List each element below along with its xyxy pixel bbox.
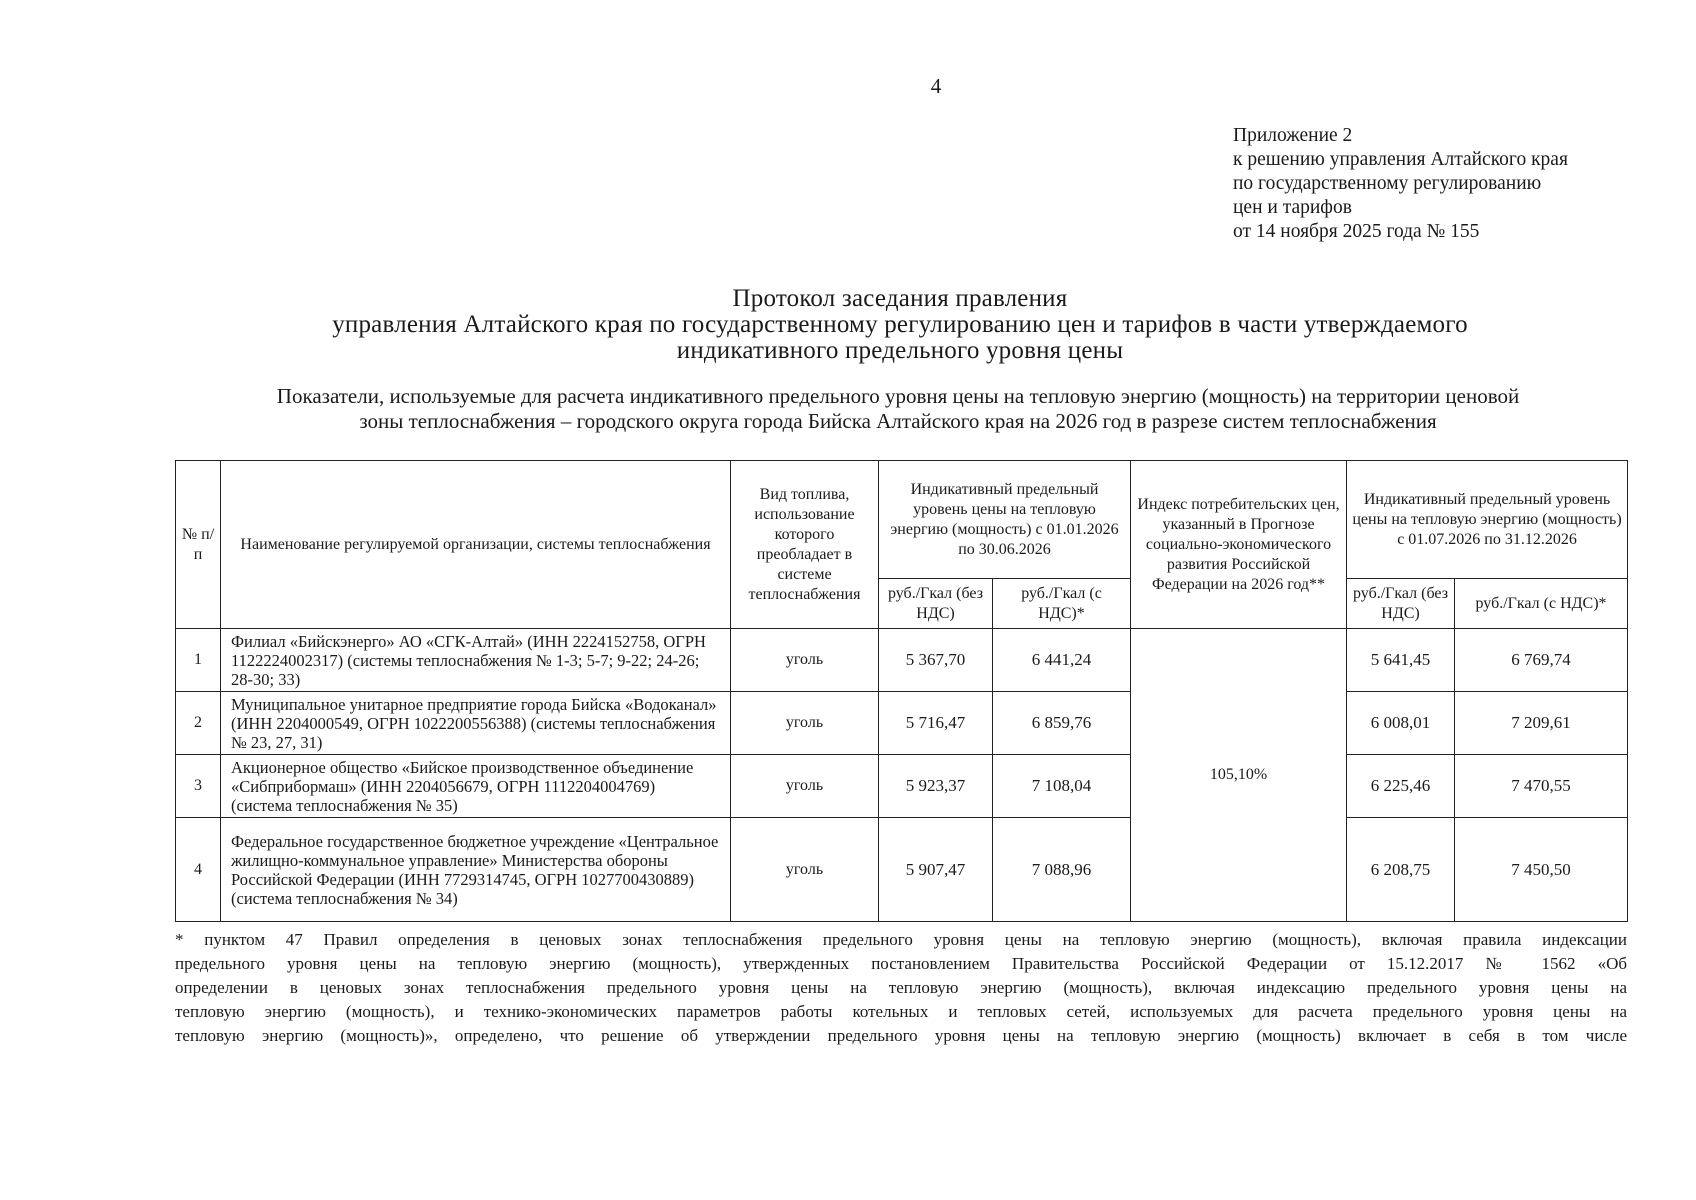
row-organization: Муниципальное унитарное предприятие города Бийска «Водоканал» (ИНН 2204000549, ОГРН 1022200556388) (системы теплоснабжения № 23, 27, 31) <box>221 692 731 755</box>
price-table <box>175 460 1628 922</box>
row-p2-no-vat: 6 208,75 <box>1347 818 1455 922</box>
header-period-1: Индикативный предельный уровень цены на тепловую энергию (мощность) с 01.01.2026 по 30.06.2026 <box>879 461 1131 579</box>
row-num: 2 <box>176 692 221 755</box>
appendix-line: от 14 ноября 2025 года № 155 <box>1233 221 1480 242</box>
row-p1-no-vat: 5 716,47 <box>879 692 993 755</box>
header-p2-with-vat: руб./Гкал (с НДС)* <box>1455 579 1628 629</box>
appendix-line: Приложение 2 <box>1233 125 1353 146</box>
footnote <box>175 928 1627 1048</box>
row-num: 3 <box>176 755 221 818</box>
title-line: управления Алтайского края по государственному регулированию цен и тарифов в части утверждаемого <box>332 311 1468 338</box>
document-title <box>175 286 1625 364</box>
footnote-line: тепловую энергию (мощность)», определено, что решение об утверждении предельного уровня цены на тепловую энергию (мощность) включает в себя в том числе <box>175 1026 1627 1045</box>
row-organization: Акционерное общество «Бийское производственное объединение «Сибприбормаш» (ИНН 2204056679, ОГРН 1112204004769) (система теплоснабжения № 35) <box>221 755 731 818</box>
row-p1-with-vat: 7 108,04 <box>993 755 1131 818</box>
header-fuel: Вид топлива, использование которого преобладает в системе теплоснабжения <box>731 461 879 629</box>
header-p2-no-vat: руб./Гкал (без НДС) <box>1347 579 1455 629</box>
header-num: № п/п <box>176 461 221 629</box>
row-fuel: уголь <box>731 692 879 755</box>
page-number: 4 <box>930 74 942 98</box>
row-p1-no-vat: 5 367,70 <box>879 629 993 692</box>
appendix-line: цен и тарифов <box>1233 197 1352 218</box>
appendix-line: к решению управления Алтайского края <box>1233 149 1568 170</box>
table-row <box>176 629 1628 692</box>
row-p1-no-vat: 5 923,37 <box>879 755 993 818</box>
header-period-2: Индикативный предельный уровень цены на тепловую энергию (мощность) с 01.07.2026 по 31.12.2026 <box>1347 461 1628 579</box>
row-p1-no-vat: 5 907,47 <box>879 818 993 922</box>
table-row <box>176 755 1628 818</box>
subtitle-line: Показатели, используемые для расчета индикативного предельного уровня цены на тепловую энергию (мощность) на территории ценовой <box>276 384 1520 408</box>
header-price-index: Индекс потребительских цен, указанный в Прогнозе социально-экономического развития Российской Федерации на 2026 год** <box>1131 461 1347 629</box>
header-p1-with-vat: руб./Гкал (с НДС)* <box>993 579 1131 629</box>
row-p2-no-vat: 6 225,46 <box>1347 755 1455 818</box>
title-line: индикативного предельного уровня цены <box>676 337 1124 364</box>
row-p2-with-vat: 6 769,74 <box>1455 629 1628 692</box>
appendix-block <box>1233 124 1568 244</box>
appendix-line: по государственному регулированию <box>1233 173 1542 194</box>
row-p2-with-vat: 7 209,61 <box>1455 692 1628 755</box>
row-p1-with-vat: 6 859,76 <box>993 692 1131 755</box>
footnote-line: предельного уровня цены на тепловую энергию (мощность), утвержденных постановлением Правительства Российской Федерации от 15.12.2017 № 1562 «Об <box>175 954 1627 973</box>
title-line: Протокол заседания правления <box>732 285 1068 312</box>
table-row <box>176 692 1628 755</box>
row-num: 1 <box>176 629 221 692</box>
row-num: 4 <box>176 818 221 922</box>
row-p1-with-vat: 7 088,96 <box>993 818 1131 922</box>
footnote-line: тепловую энергию (мощность), и технико-экономических параметров работы котельных и тепловых сетей, используемых для расчета предельного уровня цены на <box>175 1002 1627 1021</box>
row-p2-with-vat: 7 450,50 <box>1455 818 1628 922</box>
row-p1-with-vat: 6 441,24 <box>993 629 1131 692</box>
row-fuel: уголь <box>731 818 879 922</box>
row-fuel: уголь <box>731 755 879 818</box>
header-p1-no-vat: руб./Гкал (без НДС) <box>879 579 993 629</box>
row-fuel: уголь <box>731 629 879 692</box>
table-row <box>176 818 1628 922</box>
row-p2-with-vat: 7 470,55 <box>1455 755 1628 818</box>
price-index-value: 105,10% <box>1131 629 1347 922</box>
row-p2-no-vat: 6 008,01 <box>1347 692 1455 755</box>
header-name: Наименование регулируемой организации, системы теплоснабжения <box>221 461 731 629</box>
row-p2-no-vat: 5 641,45 <box>1347 629 1455 692</box>
footnote-line: * пунктом 47 Правил определения в ценовых зонах теплоснабжения предельного уровня цены на тепловую энергию (мощность), включая правила индексации <box>175 930 1627 949</box>
row-organization: Федеральное государственное бюджетное учреждение «Центральное жилищно-коммунальное управление» Министерства обороны Российской Федерации (ИНН 7729314745, ОГРН 1027700430889) (система теплоснабжения № 34) <box>221 818 731 922</box>
subtitle-line: зоны теплоснабжения – городского округа города Бийска Алтайского края на 2026 год в разрезе систем теплоснабжения <box>359 409 1437 433</box>
row-organization: Филиал «Бийскэнерго» АО «СГК-Алтай» (ИНН 2224152758, ОГРН 1122224002317) (системы теплоснабжения № 1-3; 5-7; 9-22; 24-26; 28-30; 33) <box>221 629 731 692</box>
document-subtitle <box>172 384 1624 434</box>
footnote-line: определении в ценовых зонах теплоснабжения предельного уровня цены на тепловую энергию (мощность), включая индексацию предельного уровня цены на <box>175 978 1627 997</box>
